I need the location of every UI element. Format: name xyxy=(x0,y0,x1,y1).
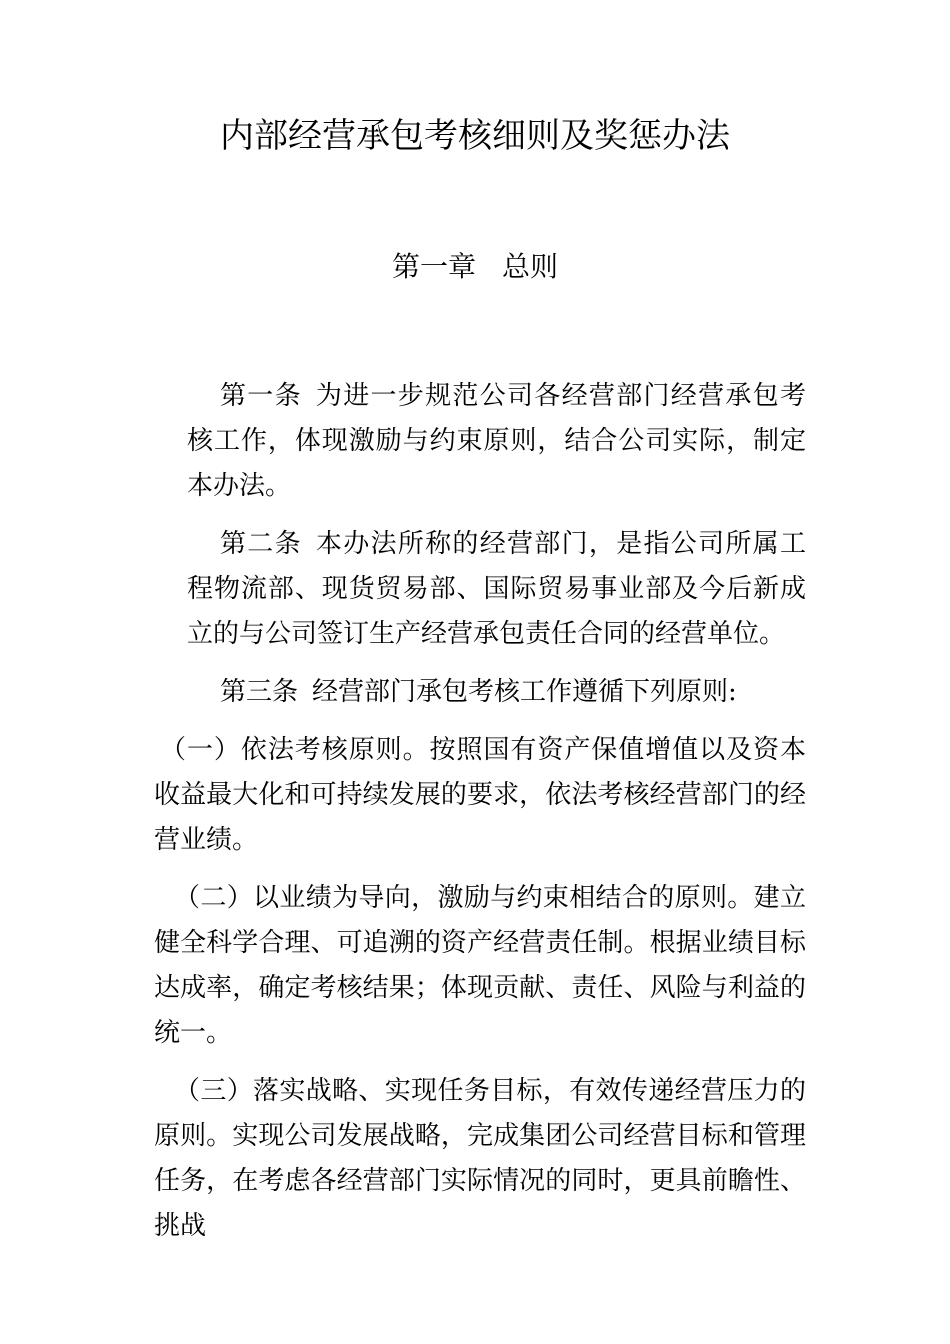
article-number: 第三条 xyxy=(220,677,299,707)
article-paragraph xyxy=(154,670,806,715)
document-body xyxy=(154,374,806,1262)
chapter-name: 总则 xyxy=(502,250,559,283)
article-paragraph xyxy=(154,522,806,657)
article-number: 第二条 xyxy=(220,529,302,559)
article-text: 为进一步规范公司各经营部门经营承包考核工作，体现激励与约束原则，结合公司实际，制定本办法。 xyxy=(187,381,806,501)
article-paragraph xyxy=(154,374,806,509)
principle-paragraph: （三）落实战略、实现任务目标，有效传递经营压力的原则。实现公司发展战略，完成集团公司经营目标和管理任务，在考虑各经营部门实际情况的同时，更具前瞻性、挑战 xyxy=(154,1076,806,1241)
document-title: 内部经营承包考核细则及奖惩办法 xyxy=(220,116,730,156)
chapter-heading xyxy=(0,247,950,287)
article-text: 本办法所称的经营部门，是指公司所属工程物流部、现货贸易部、国际贸易事业部及今后新成立的与公司签订生产经营承包责任合同的经营单位。 xyxy=(187,529,806,649)
principle-paragraph: （一）依法考核原则。按照国有资产保值增值以及资本收益最大化和可持续发展的要求，依法考核经营部门的经营业绩。 xyxy=(154,735,806,855)
article-text: 经营部门承包考核工作遵循下列原则: xyxy=(312,677,737,707)
chapter-number: 第一章 xyxy=(391,250,476,283)
principle-paragraph: （二）以业绩为导向，激励与约束相结合的原则。建立健全科学合理、可追溯的资产经营责任制。根据业绩目标达成率，确定考核结果；体现贡献、责任、风险与利益的统一。 xyxy=(154,883,806,1048)
article-number: 第一条 xyxy=(220,381,302,411)
